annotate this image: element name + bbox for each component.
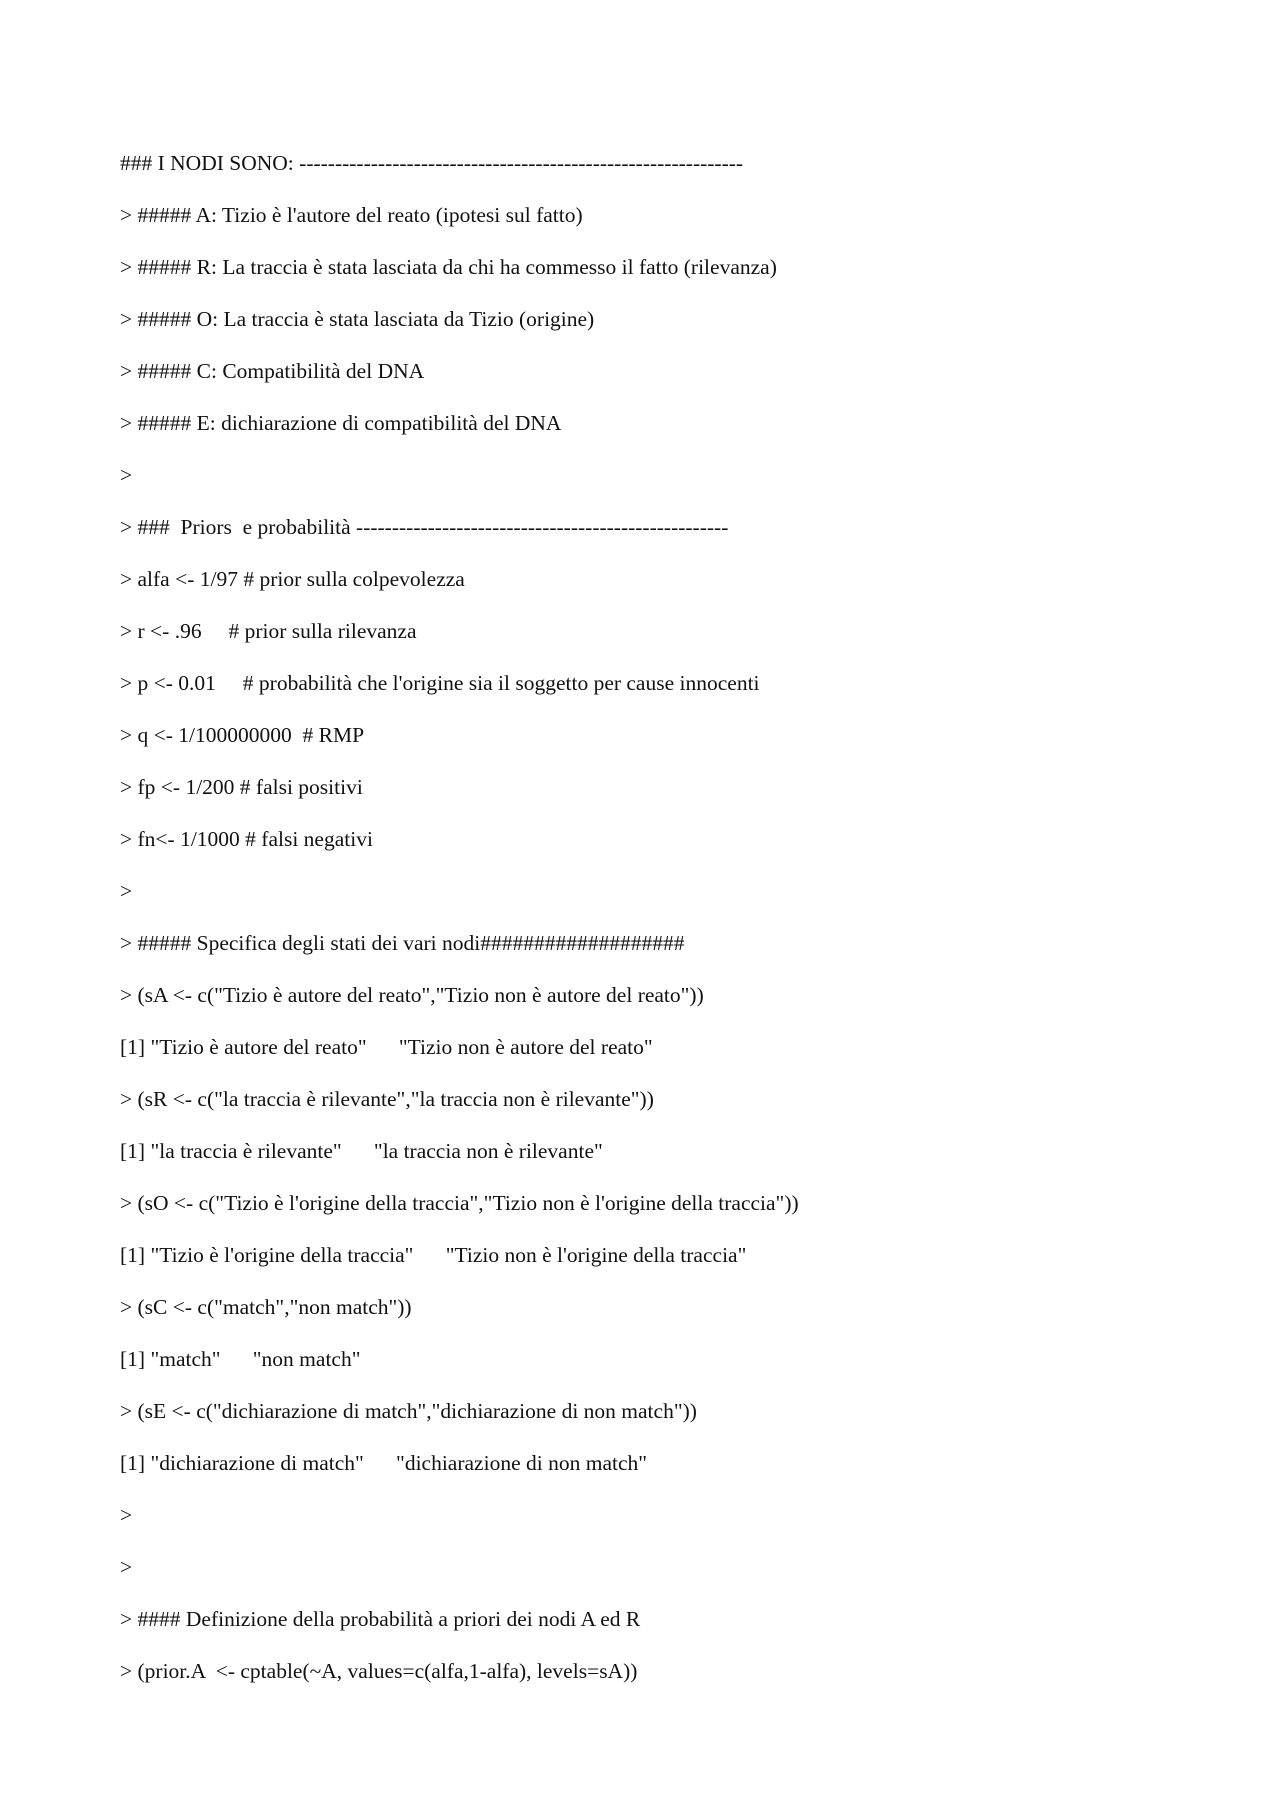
code-line: > — [120, 463, 133, 487]
code-line: [1] "Tizio è l'origine della traccia" "Tizio non è l'origine della traccia" — [120, 1243, 747, 1267]
code-line: > (sE <- c("dichiarazione di match","dichiarazione di non match")) — [120, 1399, 697, 1423]
code-line: > — [120, 879, 133, 903]
code-line: > p <- 0.01 # probabilità che l'origine sia il soggetto per cause innocenti — [120, 671, 760, 695]
code-line: > ##### C: Compatibilità del DNA — [120, 359, 425, 383]
code-line: > ##### A: Tizio è l'autore del reato (ipotesi sul fatto) — [120, 203, 583, 227]
code-line: > (prior.A <- cptable(~A, values=c(alfa,1-alfa), levels=sA)) — [120, 1659, 638, 1683]
code-line: > ### Priors e probabilità ---------------------------------------------------- — [120, 515, 729, 539]
code-line: [1] "Tizio è autore del reato" "Tizio non è autore del reato" — [120, 1035, 653, 1059]
code-line: > ##### E: dichiarazione di compatibilità del DNA — [120, 411, 562, 435]
code-line: > q <- 1/100000000 # RMP — [120, 723, 365, 747]
code-line: > ##### O: La traccia è stata lasciata da Tizio (origine) — [120, 307, 595, 331]
code-line: > (sR <- c("la traccia è rilevante","la traccia non è rilevante")) — [120, 1087, 654, 1111]
code-line: [1] "la traccia è rilevante" "la traccia non è rilevante" — [120, 1139, 603, 1163]
code-line: ### I NODI SONO: -------------------------------------------------------------- — [120, 151, 744, 175]
code-line: > (sA <- c("Tizio è autore del reato","Tizio non è autore del reato")) — [120, 983, 704, 1007]
code-line: > ##### R: La traccia è stata lasciata da chi ha commesso il fatto (rilevanza) — [120, 255, 777, 279]
code-line: > (sO <- c("Tizio è l'origine della traccia","Tizio non è l'origine della traccia")) — [120, 1191, 799, 1215]
code-line: > #### Definizione della probabilità a priori dei nodi A ed R — [120, 1607, 641, 1631]
code-line: [1] "dichiarazione di match" "dichiarazione di non match" — [120, 1451, 648, 1475]
code-line: > ##### Specifica degli stati dei vari nodi################### — [120, 931, 685, 955]
code-line: > fp <- 1/200 # falsi positivi — [120, 775, 363, 799]
code-line: > — [120, 1555, 133, 1579]
code-line: > (sC <- c("match","non match")) — [120, 1295, 412, 1319]
code-line: > fn<- 1/1000 # falsi negativi — [120, 827, 373, 851]
code-line: > — [120, 1503, 133, 1527]
code-line: > r <- .96 # prior sulla rilevanza — [120, 619, 417, 643]
code-line: > alfa <- 1/97 # prior sulla colpevolezza — [120, 567, 465, 591]
code-line: [1] "match" "non match" — [120, 1347, 361, 1371]
code-listing — [120, 148, 1220, 1708]
